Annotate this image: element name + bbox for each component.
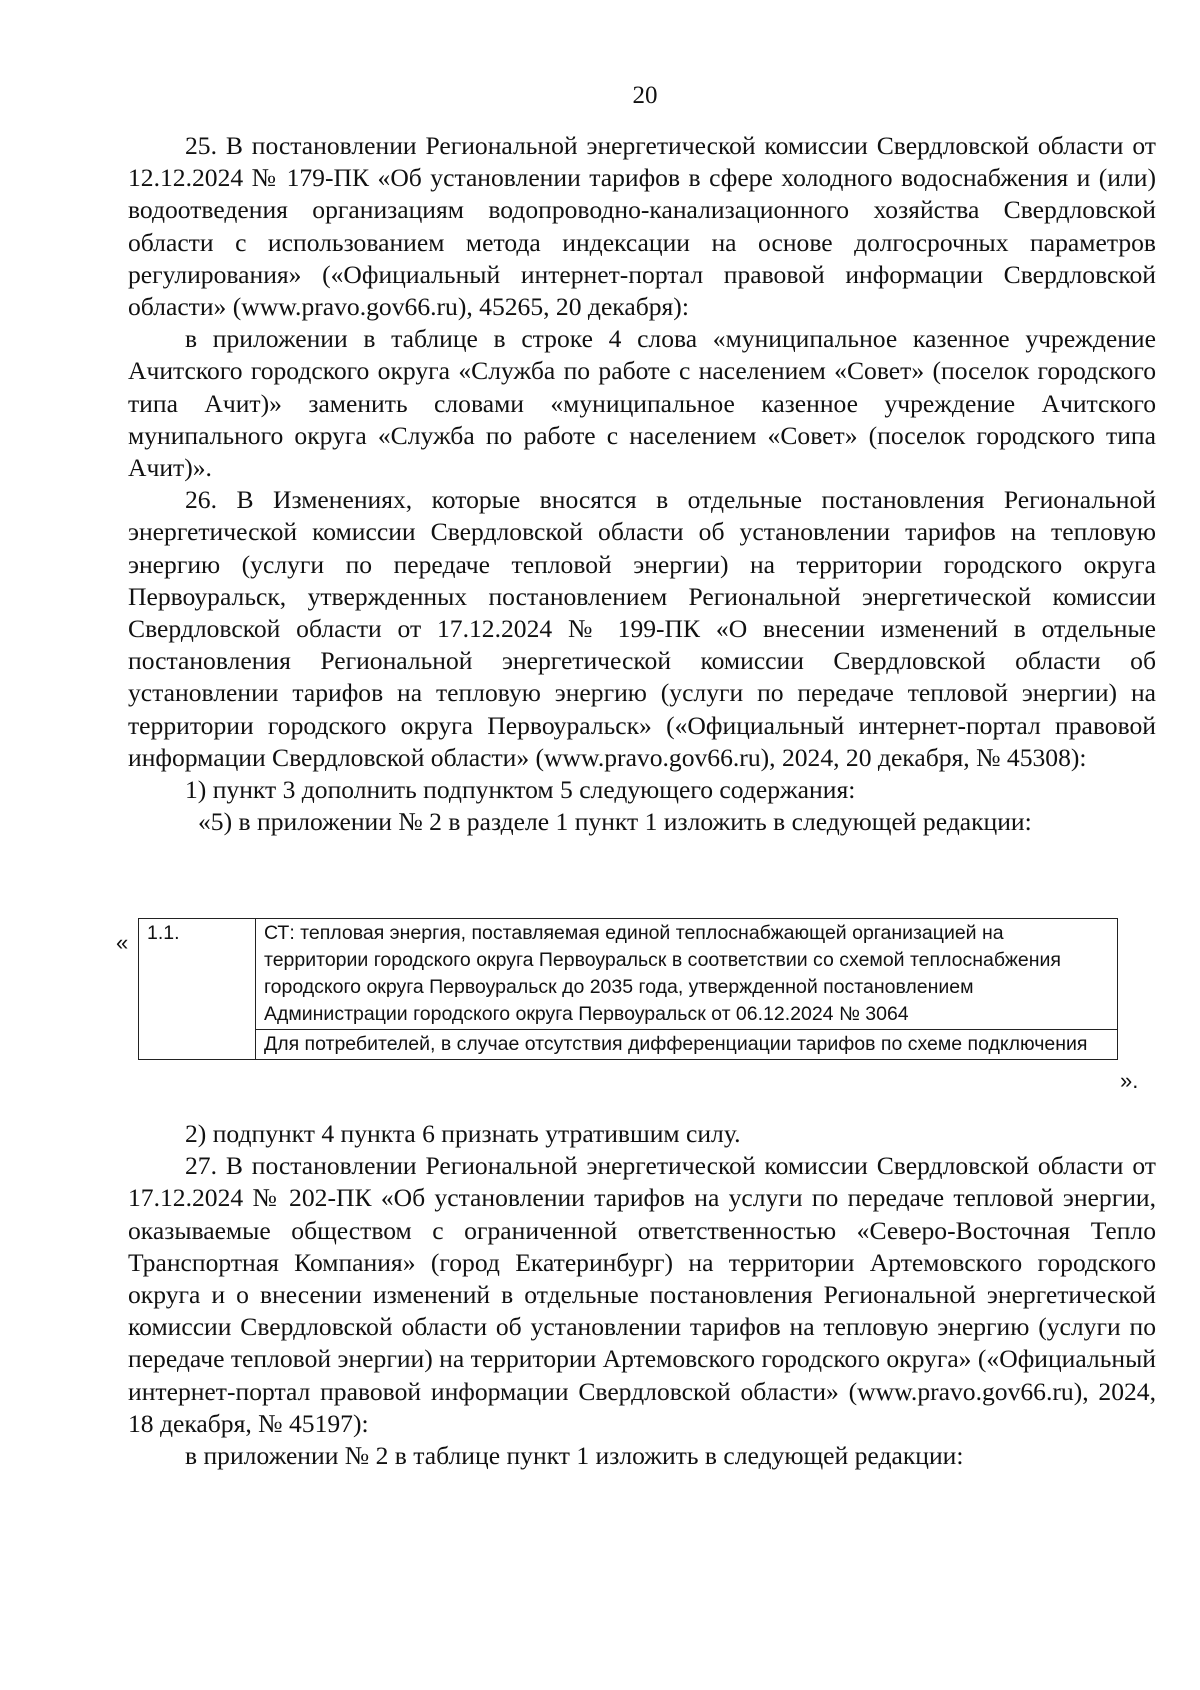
paragraph-26: 26. В Изменениях, которые вносятся в отдельные постановления Региональной энергетической комиссии Свердловской области об установлении тарифов на тепловую энергию (услуги по передаче тепловой энергии) на территории городского округа Первоуральск, утвержденных постановлением Региональной энергетической комиссии Свердловской области от 17.12.2024 № 199-ПК «О внесении изменений в отдельные постановления Региональной энергетической комиссии Свердловской области об установлении тарифов на тепловую энергию (услуги по передаче тепловой энергии) на территории городского округа Первоуральск» («Официальный интернет-портал правовой информации Свердловской области» (www.pravo.gov66.ru), 2024, 20 декабря, № 45308): [128,485,1156,772]
paragraph-26-item-1: 1) пункт 3 дополнить подпунктом 5 следующего содержания: [185,775,856,805]
table-cell-description: СТ: тепловая энергия, поставляемая единой теплоснабжающей организацией на территории городского округа Первоуральск в соответствии со схемой теплоснабжения городского округа Первоуральск до 2035 года, утвержденной постановлением Администрации городского округа Первоуральск от 06.12.2024 № 3064 [255,919,1117,1030]
table-cell-consumer-group: Для потребителей, в случае отсутствия дифференциации тарифов по схеме подключения [255,1030,1117,1060]
table-close-quote: ». [1120,1068,1139,1093]
table-cell-row-number: 1.1. [139,919,256,1060]
table-row [139,1030,1118,1060]
paragraph-25-block [128,130,1156,838]
paragraph-27-block [128,1118,1156,1472]
paragraph-27: 27. В постановлении Региональной энергетической комиссии Свердловской области от 17.12.2024 № 202-ПК «Об установлении тарифов на услуги по передаче тепловой энергии, оказываемые обществом с ограниченной ответственностью «Северо-Восточная Тепло Транспортная Компания» (город Екатеринбург) на территории Артемовского городского округа и о внесении изменений в отдельные постановления Региональной энергетической комиссии Свердловской области об установлении тарифов на тепловую энергию (услуги по передаче тепловой энергии) на территории Артемовского городского округа» («Официальный интернет-портал правовой информации Свердловской области» (www.pravo.gov66.ru), 2024, 18 декабря, № 45197): [128,1151,1156,1438]
table-open-quote: « [116,930,129,955]
paragraph-27-amendment: в приложении № 2 в таблице пункт 1 изложить в следующей редакции: [185,1441,964,1471]
paragraph-26-item-1-quote: «5) в приложении № 2 в разделе 1 пункт 1 изложить в следующей редакции: [198,807,1032,837]
inserted-table-block [116,918,1156,1116]
paragraph-25-amendment: в приложении в таблице в строке 4 слова «муниципальное казенное учреждение Ачитского городского округа «Служба по работе с населением «Совет» (поселок городского типа Ачит)» заменить словами «муниципальное казенное учреждение Ачитского мунипального округа «Служба по работе с населением «Совет» (поселок городского типа Ачит)». [128,324,1156,483]
page-number: 20 [632,82,658,109]
inserted-table [138,918,1118,1060]
paragraph-26-item-2: 2) подпункт 4 пункта 6 признать утратившим силу. [185,1119,741,1148]
table-row [139,919,1118,1030]
paragraph-25: 25. В постановлении Региональной энергетической комиссии Свердловской области от 12.12.2024 № 179-ПК «Об установлении тарифов в сфере холодного водоснабжения и (или) водоотведения организациям водопроводно-канализационного хозяйства Свердловской области с использованием метода индексации на основе долгосрочных параметров регулирования» («Официальный интернет-портал правовой информации Свердловской области» (www.pravo.gov66.ru), 45265, 20 декабря): [128,131,1156,322]
